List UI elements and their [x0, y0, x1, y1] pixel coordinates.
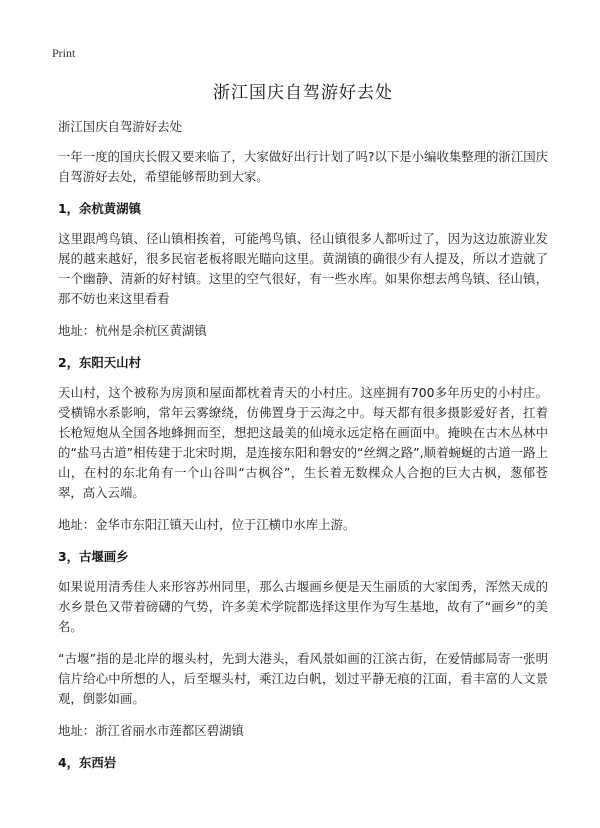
section-address: 地址：杭州是余杭区黄湖镇: [58, 323, 207, 338]
section-paragraph: 如果说用清秀佳人来形容苏州同里，那么古堰画乡便是天生丽质的大家闺秀，浑然天成的水乡景色又带着磅礴的气势，许多美术学院都选择这里作为写生基地，故有了“画乡”的美名。: [58, 579, 548, 634]
section-heading-yuhang: 1，余杭黄湖镇: [58, 201, 141, 216]
page-title: 浙江国庆自驾游好去处: [213, 83, 393, 103]
section-heading-tianshan: 2，东阳天山村: [58, 355, 141, 370]
print-link[interactable]: Print: [52, 46, 76, 60]
section-address: 地址：浙江省丽水市莲都区碧湖镇: [58, 723, 244, 738]
section-heading-dongxiyan: 4，东西岩: [58, 755, 117, 770]
section-paragraph: 天山村，这个被称为房顶和屋面都枕着青天的小村庄。这座拥有700多年历史的小村庄。受横锦水系影响，常年云雾缭绕，仿佛置身于云海之中。每天都有很多摄影爱好者，扛着长枪短炮从全国各地蜂拥而至，想把这最美的仙境永远定格在画面中。掩映在古木丛林中的“盐马古道”相传建于北宋时期，是连接东阳和磐安的“丝绸之路”,顺着蜿蜒的古道一路上山，在村的东北角有一个山谷叫“古枫谷”，生长着无数棵众人合抱的巨大古枫，葱郁苍翠，高入云端。: [58, 385, 548, 500]
section-paragraph: 这里跟鸬鸟镇、径山镇相挨着，可能鸬鸟镇、径山镇很多人都听过了，因为这边旅游业发展的越来越好，很多民宿老板将眼光瞄向这里。黄湖镇的确很少有人提及，所以才造就了一个幽静、清新的好村镇。这里的空气很好，有一些水库。如果你想去鸬鸟镇、径山镇，那不妨也来这里看看: [58, 231, 548, 306]
document-body: [58, 78, 548, 783]
document-subtitle: 浙江国庆自驾游好去处: [58, 119, 182, 134]
section-address: 地址：金华市东阳江镇天山村，位于江横巾水库上游。: [58, 517, 356, 532]
intro-paragraph: 一年一度的国庆长假又要来临了，大家做好出行计划了吗?以下是小编收集整理的浙江国庆自驾游好去处，希望能够帮助到大家。: [58, 149, 548, 184]
section-heading-guyan: 3，古堰画乡: [58, 549, 129, 564]
section-paragraph: “古堰”指的是北岸的堰头村，先到大港头，看风景如画的江滨古街，在爱情邮局寄一张明信片给心中所想的人，后至堰头村，乘江边白帆，划过平静无痕的江面，看丰富的人文景观，倒影如画。: [58, 651, 548, 706]
